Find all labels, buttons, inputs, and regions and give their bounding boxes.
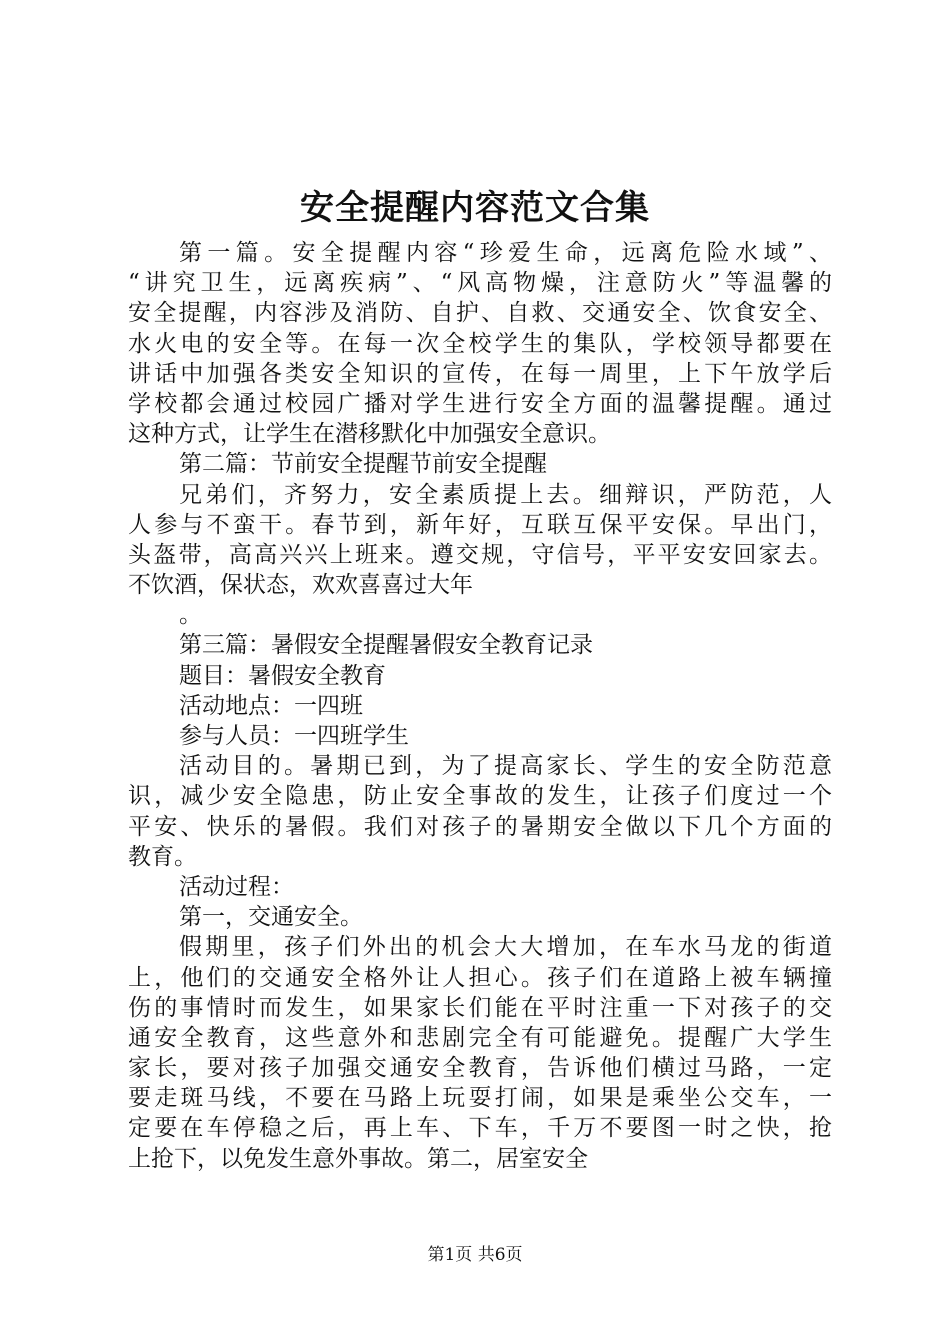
paragraph-line: 平安、快乐的暑假。我们对孩子的暑期安全做以下几个方面的 [128, 813, 832, 840]
document-body [128, 238, 832, 1174]
document-title: 安全提醒内容范文合集 [300, 188, 650, 228]
paragraph-line: 假期里，孩子们外出的机会大大增加，在车水马龙的街道 [179, 934, 832, 961]
paragraph-line: 不饮酒，保状态，欢欢喜喜过大年 [128, 572, 473, 599]
paragraph-line: 。 [179, 602, 202, 629]
page-footer: 第1页 共6页 [427, 1245, 523, 1265]
paragraph-line: 活动地点：一四班 [179, 692, 363, 719]
paragraph-line: 上抢下，以免发生意外事故。第二，居室安全 [128, 1145, 588, 1172]
paragraph-line: 人参与不蛮干。春节到，新年好，互联互保平安保。早出门， [128, 511, 832, 538]
paragraph-line: “讲究卫生，远离疾病”、“风高物燥，注意防火”等温馨的 [128, 270, 832, 297]
paragraph-line: 安全提醒，内容涉及消防、自护、自救、交通安全、饮食安全、 [128, 300, 832, 327]
paragraph-line: 第一篇。安全提醒内容“珍爱生命，远离危险水域”、 [179, 240, 832, 266]
paragraph-line: 第二篇：节前安全提醒节前安全提醒 [179, 451, 547, 478]
paragraph-line: 这种方式，让学生在潜移默化中加强安全意识。 [128, 421, 611, 448]
paragraph-line: 题目：暑假安全教育 [179, 662, 386, 689]
paragraph-line: 水火电的安全等。在每一次全校学生的集队，学校领导都要在 [128, 330, 832, 357]
paragraph-line: 兄弟们，齐努力，安全素质提上去。细辩识，严防范，人 [179, 481, 832, 508]
paragraph-line: 头盔带，高高兴兴上班来。遵交规，守信号，平平安安回家去。 [128, 541, 832, 568]
paragraph-line: 识，减少安全隐患，防止安全事故的发生，让孩子们度过一个 [128, 783, 832, 810]
paragraph-line: 讲话中加强各类安全知识的宣传，在每一周里，上下午放学后 [128, 360, 832, 387]
paragraph-line: 第三篇：暑假安全提醒暑假安全教育记录 [179, 632, 593, 659]
paragraph-line: 上，他们的交通安全格外让人担心。孩子们在道路上被车辆撞 [128, 964, 832, 991]
paragraph-line: 活动目的。暑期已到，为了提高家长、学生的安全防范意 [179, 753, 832, 780]
paragraph-line: 学校都会通过校园广播对学生进行安全方面的温馨提醒。通过 [128, 390, 832, 417]
paragraph-line: 教育。 [128, 843, 197, 870]
paragraph-line: 家长，要对孩子加强交通安全教育，告诉他们横过马路，一定 [128, 1055, 832, 1082]
paragraph-line: 第一，交通安全。 [179, 904, 363, 931]
paragraph-line: 要走斑马线，不要在马路上玩耍打闹，如果是乘坐公交车，一 [128, 1085, 832, 1112]
paragraph-line: 通安全教育，这些意外和悲剧完全有可能避免。提醒广大学生 [128, 1024, 832, 1051]
paragraph-line: 活动过程： [179, 873, 294, 900]
paragraph-line: 伤的事情时而发生，如果家长们能在平时注重一下对孩子的交 [128, 994, 832, 1021]
paragraph-line: 参与人员：一四班学生 [179, 723, 409, 749]
paragraph-line: 定要在车停稳之后，再上车、下车，千万不要图一时之快，抢 [128, 1115, 832, 1142]
